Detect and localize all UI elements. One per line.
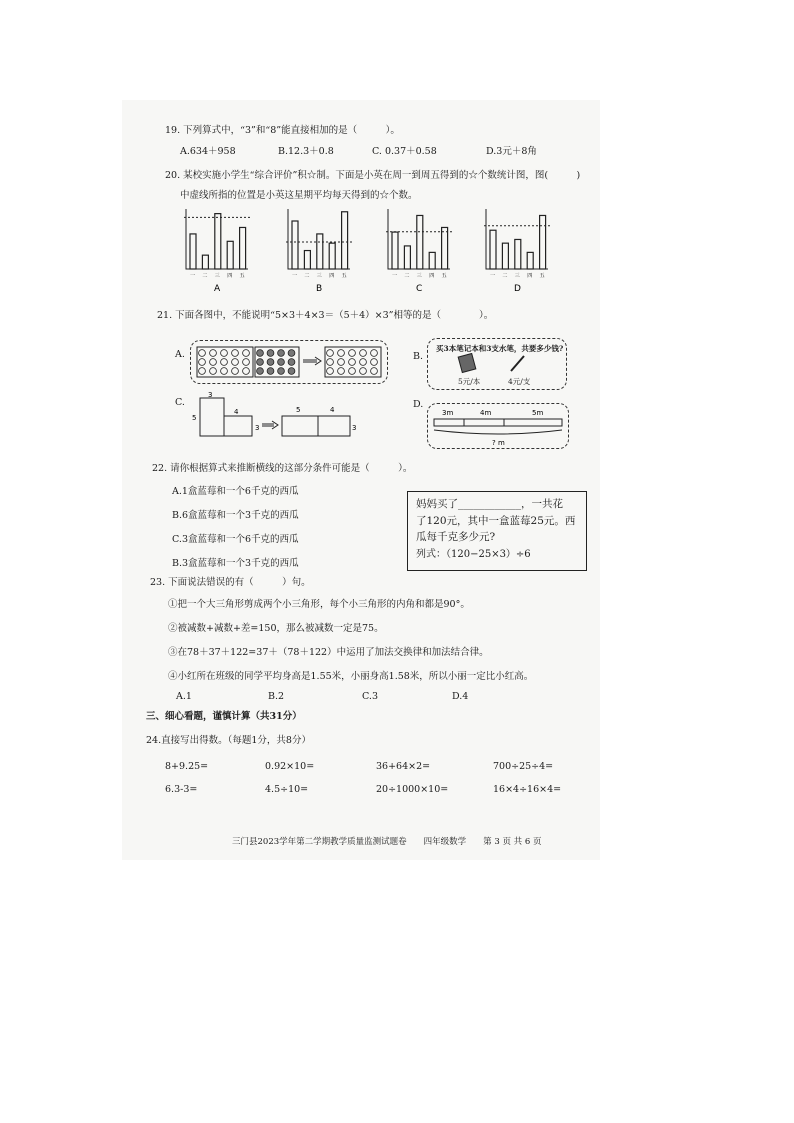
q21-a-label: A. <box>175 349 185 360</box>
bar <box>527 252 533 269</box>
dot <box>257 368 264 375</box>
q19-option-d: D.3元＋8角 <box>486 146 537 157</box>
q20-chart-d <box>478 205 558 295</box>
dot <box>221 359 228 366</box>
day-label: 一 <box>490 273 496 279</box>
dot <box>327 350 334 357</box>
q24-r1-c2: 0.92×10= <box>265 761 315 772</box>
q21-d-dim-3m: 3m <box>442 409 454 417</box>
pen-icon <box>511 356 524 371</box>
dot <box>360 350 367 357</box>
bar <box>190 234 196 269</box>
q23-option-c: C.3 <box>362 691 378 702</box>
day-label: 五 <box>239 273 245 279</box>
q21-d-figure <box>428 404 568 448</box>
q21-stem: 21. 下面各图中，不能说明“5×3＋4×3＝（5＋4）×3”相等的是（ ）。 <box>157 310 494 321</box>
q24-r2-c2: 4.5÷10= <box>265 784 309 795</box>
dot <box>257 350 264 357</box>
bar <box>227 241 233 269</box>
q22-option-a: A.1盒蓝莓和一个6千克的西瓜 <box>172 486 299 497</box>
q22-box-line2: 了120元，其中一盒蓝莓25元。西 <box>416 515 576 527</box>
q21-d-dim-4m: 4m <box>480 409 492 417</box>
q22-option-c: C.3盒蓝莓和一个6千克的西瓜 <box>172 534 299 545</box>
chart-option-label: C <box>416 284 423 294</box>
day-label: 三 <box>316 273 322 279</box>
dot <box>371 350 378 357</box>
q21-b-label: B. <box>413 351 424 362</box>
dot <box>288 359 295 366</box>
bar <box>392 232 398 269</box>
q21-c-dim-mid: 3 <box>255 424 260 432</box>
day-label: 四 <box>429 273 435 279</box>
q21-d-label: D. <box>413 399 424 410</box>
dot <box>199 359 206 366</box>
dot <box>349 350 356 357</box>
dot <box>338 350 345 357</box>
day-label: 四 <box>227 273 233 279</box>
q20-stem-line2: 中虚线所指的位置是小英这星期平均每天得到的☆个数。 <box>180 190 418 201</box>
dot <box>232 359 239 366</box>
dot <box>278 368 285 375</box>
q22-box-line4: 列式：（120−25×3）÷6 <box>416 549 531 560</box>
bar <box>292 221 298 269</box>
bar <box>240 227 246 269</box>
bar <box>202 255 208 269</box>
q21-b-title: 买3本笔记本和3支水笔，共要多少钱? <box>436 344 564 353</box>
day-label: 四 <box>527 273 533 279</box>
q22-box-line3: 瓜每千克多少元? <box>416 531 496 543</box>
q19-option-b: B.12.3＋0.8 <box>278 146 334 157</box>
chart-option-label: D <box>514 284 521 294</box>
q21-a-figure <box>191 341 387 383</box>
bar <box>429 252 435 269</box>
q23-item-4: ④小红所在班级的同学平均身高是1.55米，小丽身高1.58米，所以小丽一定比小红高。 <box>168 671 534 682</box>
q19-option-c: C. 0.37＋0.58 <box>372 146 437 157</box>
q24-stem: 24.直接写出得数。（每题1分，共8分） <box>146 735 311 746</box>
day-label: 一 <box>190 273 196 279</box>
day-label: 一 <box>392 273 398 279</box>
dot <box>349 368 356 375</box>
q23-item-1: ①把一个大三角形剪成两个小三角形，每个小三角形的内角和都是90°。 <box>168 599 470 610</box>
bar <box>215 214 221 269</box>
notebook-icon <box>458 353 476 372</box>
bar <box>540 215 546 269</box>
day-label: 二 <box>202 273 208 279</box>
dot <box>288 350 295 357</box>
q19-option-a: A.634＋958 <box>180 146 236 157</box>
dot <box>278 350 285 357</box>
q20-chart-a <box>178 205 258 295</box>
q23-item-3: ③在78＋37＋122=37＋（78＋122）中运用了加法交换律和加法结合律。 <box>168 647 489 658</box>
q21-a-frame <box>190 340 388 384</box>
dot <box>349 359 356 366</box>
q24-r1-c4: 700÷25÷4= <box>493 761 554 772</box>
day-label: 二 <box>304 273 310 279</box>
bar <box>417 215 423 269</box>
q20-stem-line1: 20. 某校实施小学生“综合评价”积☆制。下面是小英在周一到周五得到的☆个数统计图，图( ) <box>165 170 581 181</box>
q24-r1-c3: 36+64×2= <box>376 761 431 772</box>
q22-option-b: B.6盒蓝莓和一个3千克的西瓜 <box>172 510 299 521</box>
bar <box>342 212 348 269</box>
q23-option-b: B.2 <box>268 691 285 702</box>
q21-c-label: C. <box>175 397 185 408</box>
dot <box>371 368 378 375</box>
bar <box>317 234 323 269</box>
bar <box>490 230 496 269</box>
dot <box>327 368 334 375</box>
q21-b-items <box>456 353 546 375</box>
q24-r1-c1: 8+9.25= <box>165 761 209 772</box>
day-label: 五 <box>341 273 347 279</box>
q21-b-frame <box>427 338 567 390</box>
q21-c-dim-4: 4 <box>330 406 335 414</box>
q21-c-dim-left: 5 <box>192 414 197 422</box>
q23-option-a: A.1 <box>176 691 192 702</box>
dot <box>221 368 228 375</box>
chart-option-label: A <box>214 284 221 294</box>
q20-chart-b <box>280 205 360 295</box>
q24-r2-c4: 16×4÷16×4= <box>493 784 562 795</box>
q21-d-dim-5m: 5m <box>532 409 544 417</box>
chart-axes <box>388 209 450 269</box>
day-label: 三 <box>214 273 220 279</box>
q21-c-dim-right: 3 <box>352 424 357 432</box>
q21-c-figure <box>190 390 360 442</box>
q19-stem: 19. 下列算式中，“3”和“8”能直接相加的是（ ）。 <box>165 125 400 136</box>
chart-axes <box>186 209 248 269</box>
dot <box>338 359 345 366</box>
dot <box>210 368 217 375</box>
q21-b-price2: 4元/支 <box>508 377 531 386</box>
day-label: 一 <box>292 273 298 279</box>
dot <box>243 359 250 366</box>
day-label: 四 <box>329 273 335 279</box>
dot <box>210 359 217 366</box>
dot <box>360 368 367 375</box>
q23-item-2: ②被减数+减数+差=150，那么被减数一定是75。 <box>168 623 384 634</box>
dot <box>267 359 274 366</box>
q22-problem-box <box>407 491 587 571</box>
dot <box>267 350 274 357</box>
dot <box>210 350 217 357</box>
day-label: 五 <box>539 273 545 279</box>
dot <box>232 350 239 357</box>
q21-c-dim-5: 5 <box>296 406 301 414</box>
dot <box>232 368 239 375</box>
chart-option-label: B <box>316 284 323 294</box>
q21-d-frame <box>427 403 569 449</box>
bar <box>304 251 310 269</box>
q21-d-dim-total: ? m <box>492 439 505 447</box>
q22-stem: 22. 请你根据算式来推断横线的这部分条件可能是（ ）。 <box>152 463 413 474</box>
bar <box>404 246 410 269</box>
q23-stem: 23. 下面说法错误的有（ ）句。 <box>150 577 311 588</box>
dot <box>257 359 264 366</box>
dot <box>243 368 250 375</box>
dot <box>199 368 206 375</box>
dot <box>288 368 295 375</box>
day-label: 五 <box>441 273 447 279</box>
bar <box>442 227 448 269</box>
day-label: 二 <box>502 273 508 279</box>
page-footer: 三门县2023学年第二学期教学质量监测试题卷 四年级数学 第 3 页 共 6 页 <box>232 837 542 847</box>
bar <box>329 243 335 269</box>
dot <box>338 368 345 375</box>
day-label: 二 <box>404 273 410 279</box>
dot <box>267 368 274 375</box>
q21-c-dim-top: 3 <box>208 391 213 399</box>
dot <box>199 350 206 357</box>
q21-b-price1: 5元/本 <box>458 377 481 386</box>
day-label: 三 <box>416 273 422 279</box>
q24-r2-c1: 6.3-3= <box>165 784 198 795</box>
bar <box>502 243 508 269</box>
bar <box>515 239 521 269</box>
q22-box-line1: 妈妈买了____________，一共花 <box>416 498 563 510</box>
dot <box>243 350 250 357</box>
dot <box>360 359 367 366</box>
q21-c-dim-small: 4 <box>234 408 239 416</box>
q23-option-d: D.4 <box>452 691 469 702</box>
dot <box>278 359 285 366</box>
day-label: 三 <box>514 273 520 279</box>
chart-axes <box>288 209 350 269</box>
q20-chart-c <box>380 205 460 295</box>
q22-option-d: B.3盒蓝莓和一个3千克的西瓜 <box>172 558 299 569</box>
dot <box>371 359 378 366</box>
section-3-heading: 三、细心看题，谨慎计算（共31分） <box>146 711 302 722</box>
dot <box>221 350 228 357</box>
dot <box>327 359 334 366</box>
q24-r2-c3: 20÷1000×10= <box>376 784 449 795</box>
